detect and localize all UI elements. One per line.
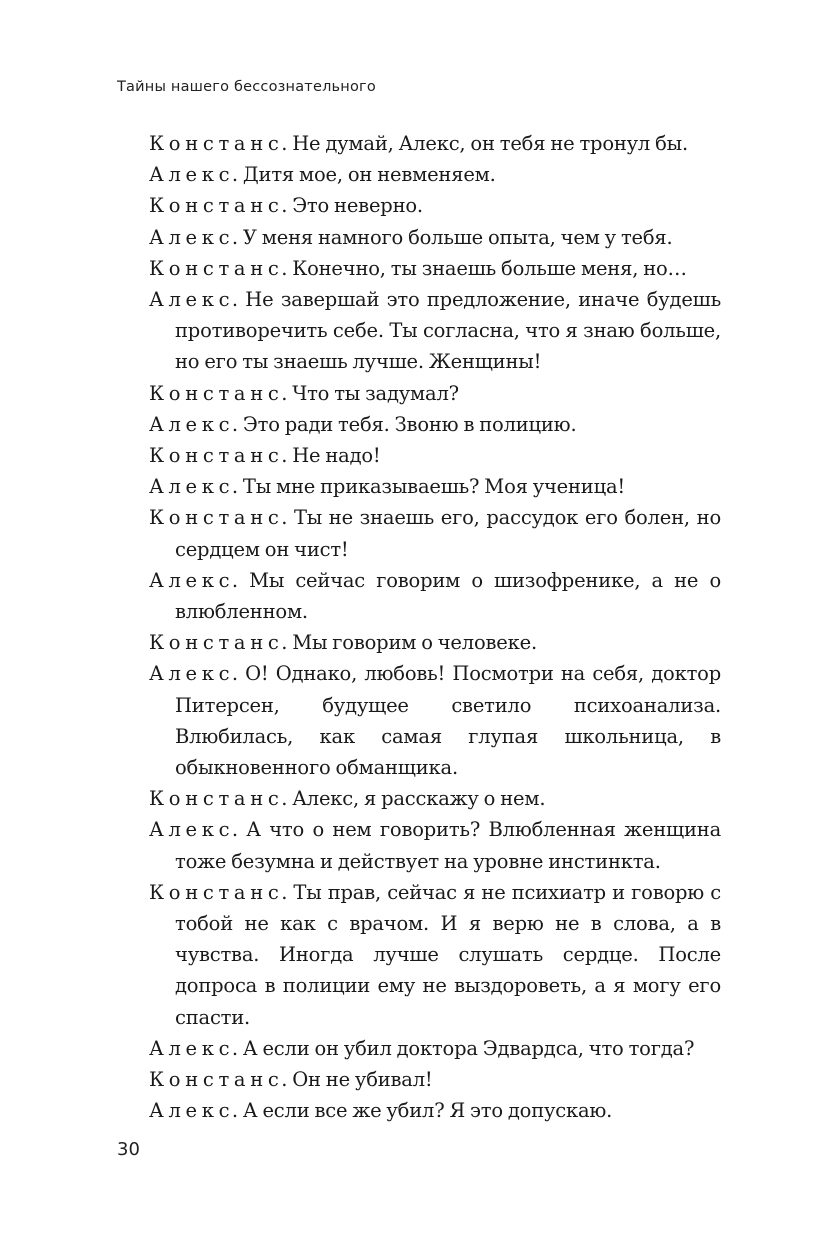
dialogue-line [149,658,721,783]
speaker-name: Констанс [149,132,284,155]
dialogue-text [149,128,721,1127]
line-text: . Ты прав, сейчас я не психиатр и говорю с тобой не как с врачом. И я верю не в слова, а в чувства. Иногда лучше слушать сердце. После допроса в полиции ему не выздороветь, а я могу его спасти. [175,880,721,1029]
line-text: . У меня намного больше опыта, чем у тебя. [231,225,673,249]
dialogue-line [149,284,721,378]
dialogue-line [149,1064,721,1095]
speaker-name: Алекс [149,662,235,686]
speaker-name: Констанс [149,506,284,530]
dialogue-line [149,409,721,440]
dialogue-line [149,565,721,627]
dialogue-line [149,190,721,221]
line-text: . Не думай, Алекс, он тебя не тронул бы. [281,132,688,155]
speaker-name: Алекс [149,288,235,312]
speaker-name: Алекс [149,412,235,436]
line-text: . Не завершай это предложение, иначе будешь противоречить себе. Ты согласна, что я знаю больше, но его ты знаешь лучше. Женщины! [175,288,721,374]
line-text: . О! Однако, любовь! Посмотри на себя, доктор Питерсен, будущее светило психоанализа. Влюбилась, как самая глупая школьница, в обыкновенного обманщика. [175,662,721,780]
running-head: Тайны нашего бессознательного [117,79,376,95]
speaker-name: Алекс [149,1036,235,1060]
line-text: . Не надо! [281,444,381,468]
line-text: . Это ради тебя. Звоню в полицию. [231,412,577,436]
page-number: 30 [117,1139,140,1160]
line-text: . Он не убивал! [281,1068,433,1092]
speaker-name: Алекс [149,1099,235,1123]
dialogue-line [149,128,721,159]
dialogue-line [149,222,721,253]
speaker-name: Алекс [149,163,235,187]
speaker-name: Алекс [149,568,235,592]
dialogue-line [149,1095,721,1126]
line-text: . Алекс, я расскажу о нем. [281,787,546,811]
speaker-name: Констанс [149,880,284,904]
dialogue-line [149,378,721,409]
speaker-name: Констанс [149,381,284,405]
line-text: . Ты мне приказываешь? Моя ученица! [231,475,626,499]
line-text: . А что о нем говорить? Влюбленная женщина тоже безумна и действует на уровне инстинкта. [175,818,721,873]
speaker-name: Алекс [149,225,235,249]
line-text: . А если все же убил? Я это допускаю. [231,1099,613,1123]
dialogue-line [149,159,721,190]
line-text: . Конечно, ты знаешь больше меня, но… [281,256,687,280]
line-text: . Что ты задумал? [281,381,459,405]
speaker-name: Констанс [149,444,284,468]
line-text: . А если он убил доктора Эдвардса, что тогда? [231,1036,695,1060]
dialogue-line [149,814,721,876]
dialogue-line [149,877,721,1033]
dialogue-line [149,253,721,284]
speaker-name: Констанс [149,256,284,280]
speaker-name: Алекс [149,818,235,842]
line-text: . Это неверно. [281,194,423,218]
line-text: . Дитя мое, он невменяем. [231,163,496,187]
speaker-name: Констанс [149,631,284,655]
dialogue-line [149,502,721,564]
speaker-name: Констанс [149,1068,284,1092]
line-text: . Мы говорим о человеке. [281,631,537,655]
dialogue-line [149,440,721,471]
speaker-name: Алекс [149,475,235,499]
line-text: . Ты не знаешь его, рассудок его болен, но сердцем он чист! [175,506,721,561]
line-text: . Мы сейчас говорим о шизофренике, а не о влюбленном. [175,568,721,624]
dialogue-line [149,471,721,502]
dialogue-line [149,627,721,658]
speaker-name: Констанс [149,787,284,811]
dialogue-line [149,783,721,814]
dialogue-line [149,1033,721,1064]
speaker-name: Констанс [149,194,284,218]
